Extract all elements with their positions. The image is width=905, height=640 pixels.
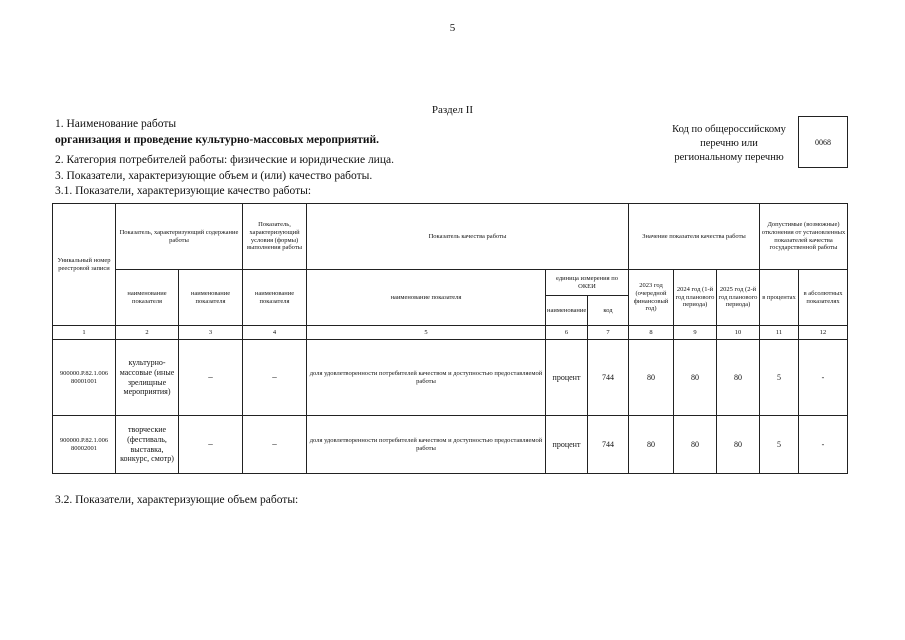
percent-cell: 5 — [760, 340, 799, 416]
empty-cell: – — [243, 340, 307, 416]
column-number: 11 — [760, 326, 799, 340]
column-number: 8 — [629, 326, 674, 340]
registry-code-label-line3: региональному перечню — [674, 152, 784, 163]
percent-cell: 5 — [760, 416, 799, 474]
value-2025-cell: 80 — [717, 416, 760, 474]
registry-code-box: 0068 — [798, 116, 848, 168]
column-number: 4 — [243, 326, 307, 340]
empty-cell: – — [179, 416, 243, 474]
indicator-cell: доля удовлетворенности потребителей качеством и доступностью предоставляемой работы — [307, 416, 546, 474]
column-number: 3 — [179, 326, 243, 340]
registry-number-cell: 900000.Р.82.1.006 80002001 — [53, 416, 116, 474]
header-okei-unit: единица измерения по ОКЕИ — [546, 270, 629, 296]
absolute-cell: - — [799, 340, 848, 416]
column-number: 6 — [546, 326, 588, 340]
column-number: 1 — [53, 326, 116, 340]
registry-code-label — [660, 123, 798, 165]
okei-code-cell: 744 — [588, 416, 629, 474]
column-number: 7 — [588, 326, 629, 340]
value-2024-cell: 80 — [674, 416, 717, 474]
value-2024-cell: 80 — [674, 340, 717, 416]
value-2023-cell: 80 — [629, 416, 674, 474]
header-name-col4: наименование показателя — [243, 270, 307, 326]
header-year-2025: 2025 год (2-й год планового периода) — [717, 270, 760, 326]
section-title: Раздел II — [431, 104, 474, 116]
header-quality-values: Значение показателя качества работы — [629, 204, 760, 270]
work-name-label: 1. Наименование работы — [55, 118, 177, 130]
column-number: 9 — [674, 326, 717, 340]
header-year-2024: 2024 год (1-й год планового периода) — [674, 270, 717, 326]
work-name-value: организация и проведение культурно-массовых мероприятий. — [55, 134, 379, 146]
column-number: 12 — [799, 326, 848, 340]
header-okei-code: код — [588, 296, 629, 326]
unit-cell: процент — [546, 340, 588, 416]
empty-cell: – — [243, 416, 307, 474]
quality-indicators-heading: 3.1. Показатели, характеризующие качество работы: — [55, 185, 312, 197]
content-cell: культурно-массовые (иные зрелищные мероприятия) — [116, 340, 179, 416]
column-number: 10 — [717, 326, 760, 340]
header-percent: в процентах — [760, 270, 799, 326]
header-allowed-deviation: Допустимые (возможные) отклонения от установленных показателей качества государственной работы — [760, 204, 848, 270]
registry-code-label-line1: Код по общероссийскому — [672, 124, 786, 135]
column-number: 5 — [307, 326, 546, 340]
value-2025-cell: 80 — [717, 340, 760, 416]
table-row — [53, 340, 848, 416]
indicator-cell: доля удовлетворенности потребителей качеством и доступностью предоставляемой работы — [307, 340, 546, 416]
header-okei-name: наименование — [546, 296, 588, 326]
empty-cell: – — [179, 340, 243, 416]
column-number-row — [53, 326, 848, 340]
registry-code-label-line2: перечню или — [700, 138, 758, 149]
okei-code-cell: 744 — [588, 340, 629, 416]
unit-cell: процент — [546, 416, 588, 474]
header-name-col2: наименование показателя — [116, 270, 179, 326]
table-row — [53, 416, 848, 474]
header-name-col3: наименование показателя — [179, 270, 243, 326]
header-absolute: в абсолютных показателях — [799, 270, 848, 326]
header-quality-indicator: Показатель качества работы — [307, 204, 629, 270]
value-2023-cell: 80 — [629, 340, 674, 416]
page-number: 5 — [449, 22, 456, 34]
absolute-cell: - — [799, 416, 848, 474]
consumer-category: 2. Категория потребителей работы: физические и юридические лица. — [55, 154, 394, 166]
header-indicator-name: наименование показателя — [307, 270, 546, 326]
quality-indicators-table — [52, 203, 848, 474]
column-number: 2 — [116, 326, 179, 340]
indicators-heading: 3. Показатели, характеризующие объем и (или) качество работы. — [55, 170, 373, 182]
registry-number-cell: 900000.Р.82.1.006 80001001 — [53, 340, 116, 416]
header-content-indicator: Показатель, характеризующий содержание работы — [116, 204, 243, 270]
header-year-2023: 2023 год (очередной финансовый год) — [629, 270, 674, 326]
header-condition-indicator: Показатель, характеризующий условия (формы) выполнения работы — [243, 204, 307, 270]
volume-indicators-heading: 3.2. Показатели, характеризующие объем работы: — [55, 494, 299, 506]
content-cell: творческие (фестиваль, выставка, конкурс, смотр) — [116, 416, 179, 474]
header-registry-number: Уникальный номер реестровой записи — [53, 204, 116, 326]
